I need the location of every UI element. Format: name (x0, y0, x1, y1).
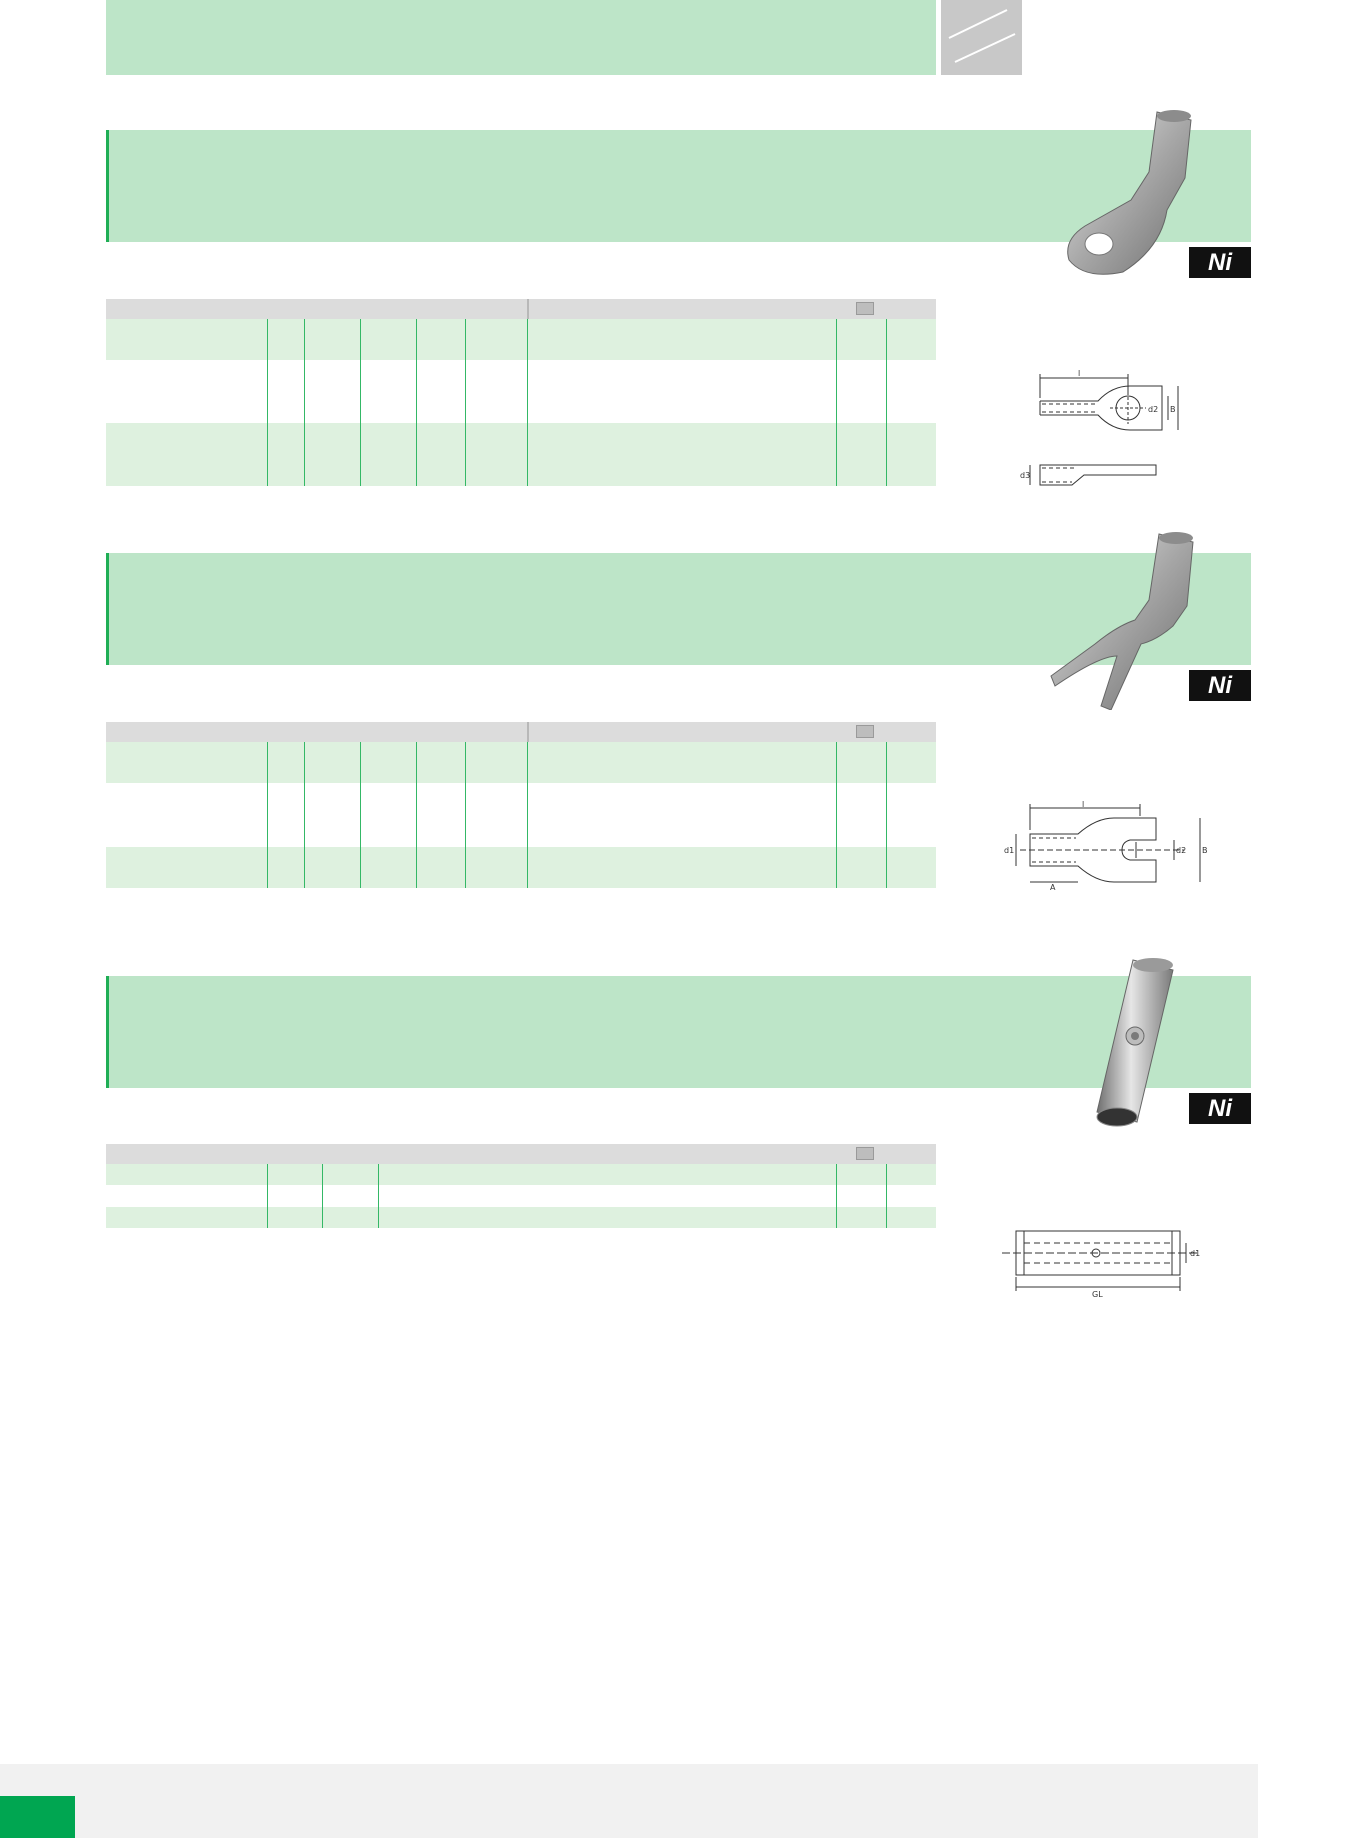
nickel-badge: Ni (1189, 1093, 1251, 1124)
dim-label-inner: d1 (1004, 846, 1015, 855)
fork-cable-lug-dimension-drawing-icon (1004, 800, 1214, 892)
table-row (106, 742, 936, 783)
butt-connector-dimension-drawing-icon (1000, 1225, 1215, 1300)
column-divider (267, 742, 268, 888)
table-header-divider (527, 299, 529, 319)
dim-label-inner: d3 (1020, 471, 1031, 480)
table-header-divider (527, 722, 529, 742)
column-divider (378, 1164, 379, 1228)
table-row (106, 1164, 936, 1185)
dim-label-length: l (1078, 369, 1081, 378)
column-divider (416, 742, 417, 888)
ring-cable-lug-dimension-drawing-icon (1020, 368, 1180, 498)
nickel-badge: Ni (1189, 670, 1251, 701)
nickel-badge: Ni (1189, 247, 1251, 278)
table-row (106, 1207, 936, 1228)
footer-section-tab (0, 1796, 75, 1838)
column-divider (527, 742, 528, 888)
column-divider (304, 319, 305, 486)
package-icon (856, 725, 874, 738)
column-divider (267, 1164, 268, 1228)
page-footer-band (0, 1764, 1258, 1838)
column-divider (360, 319, 361, 486)
catalog-logo-tile (941, 0, 1022, 75)
dim-label-length: GL (1092, 1290, 1103, 1299)
column-divider (886, 319, 887, 486)
column-divider (886, 1164, 887, 1228)
dim-label-barrel: A (1050, 883, 1056, 892)
dim-label-hole: d2 (1148, 405, 1159, 414)
column-divider (465, 319, 466, 486)
column-divider (527, 319, 528, 486)
dim-label-width: B (1202, 846, 1208, 855)
package-icon (856, 302, 874, 315)
column-divider (836, 319, 837, 486)
dim-label-length: l (1082, 800, 1085, 809)
page-header-band (106, 0, 936, 75)
dim-label-diameter: d1 (1190, 1249, 1201, 1258)
table-header-fork-lug (106, 722, 936, 742)
column-divider (360, 742, 361, 888)
dim-label-slot: d2 (1176, 846, 1187, 855)
table-row (106, 847, 936, 888)
column-divider (416, 319, 417, 486)
table-header-butt-connector (106, 1144, 936, 1164)
column-divider (836, 1164, 837, 1228)
column-divider (267, 319, 268, 486)
slash-logo-icon (941, 0, 1022, 75)
column-divider (886, 742, 887, 888)
column-divider (836, 742, 837, 888)
package-icon (856, 1147, 874, 1160)
table-row (106, 319, 936, 360)
column-divider (322, 1164, 323, 1228)
column-divider (465, 742, 466, 888)
dim-label-width: B (1170, 405, 1176, 414)
table-row (106, 423, 936, 486)
column-divider (304, 742, 305, 888)
table-header-ring-lug (106, 299, 936, 319)
